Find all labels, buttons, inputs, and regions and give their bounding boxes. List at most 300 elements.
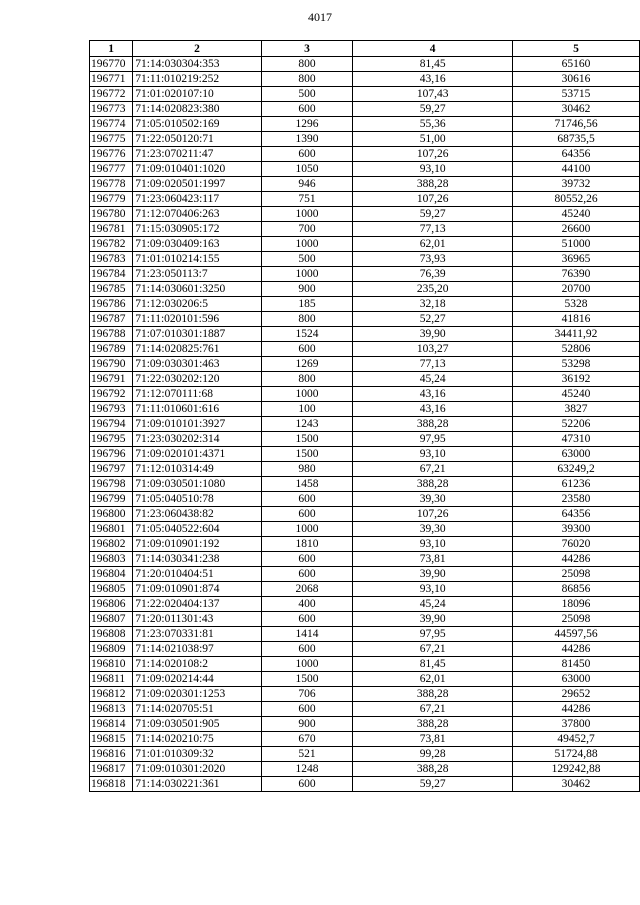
table-cell-col-2: 71:23:060438:82 bbox=[133, 507, 262, 522]
table-cell-col-1: 196788 bbox=[90, 327, 133, 342]
table-cell-col-3: 706 bbox=[261, 687, 353, 702]
table-cell-col-4: 107,43 bbox=[353, 87, 513, 102]
table-body bbox=[90, 57, 640, 792]
data-table bbox=[89, 40, 640, 792]
table-cell-col-1: 196792 bbox=[90, 387, 133, 402]
table-cell-col-4: 73,81 bbox=[353, 732, 513, 747]
table-cell-col-3: 600 bbox=[261, 642, 353, 657]
table-cell-col-1: 196814 bbox=[90, 717, 133, 732]
table-cell-col-5: 25098 bbox=[513, 612, 640, 627]
table-header bbox=[90, 41, 640, 57]
table-cell-col-2: 71:05:040510:78 bbox=[133, 492, 262, 507]
table-cell-col-1: 196810 bbox=[90, 657, 133, 672]
table-cell-col-2: 71:09:020501:1997 bbox=[133, 177, 262, 192]
table-cell-col-2: 71:12:010314:49 bbox=[133, 462, 262, 477]
table-cell-col-4: 62,01 bbox=[353, 672, 513, 687]
table-cell-col-5: 65160 bbox=[513, 57, 640, 72]
table-cell-col-2: 71:09:010901:192 bbox=[133, 537, 262, 552]
table-cell-col-4: 107,26 bbox=[353, 147, 513, 162]
table-cell-col-3: 600 bbox=[261, 777, 353, 792]
column-header-2: 2 bbox=[133, 41, 262, 57]
table-row bbox=[90, 177, 640, 192]
table-cell-col-1: 196781 bbox=[90, 222, 133, 237]
table-cell-col-3: 600 bbox=[261, 507, 353, 522]
column-header-5: 5 bbox=[513, 41, 640, 57]
table-row bbox=[90, 282, 640, 297]
table-cell-col-2: 71:12:030206:5 bbox=[133, 297, 262, 312]
table-cell-col-3: 521 bbox=[261, 747, 353, 762]
table-row bbox=[90, 447, 640, 462]
table-cell-col-1: 196807 bbox=[90, 612, 133, 627]
table-cell-col-2: 71:12:070111:68 bbox=[133, 387, 262, 402]
table-cell-col-3: 500 bbox=[261, 87, 353, 102]
table-row bbox=[90, 342, 640, 357]
table-cell-col-2: 71:09:030301:463 bbox=[133, 357, 262, 372]
table-cell-col-4: 76,39 bbox=[353, 267, 513, 282]
table-cell-col-1: 196812 bbox=[90, 687, 133, 702]
table-cell-col-4: 77,13 bbox=[353, 357, 513, 372]
table-cell-col-1: 196771 bbox=[90, 72, 133, 87]
table-cell-col-2: 71:09:030501:1080 bbox=[133, 477, 262, 492]
table-cell-col-4: 32,18 bbox=[353, 297, 513, 312]
table-cell-col-4: 93,10 bbox=[353, 447, 513, 462]
table-cell-col-3: 600 bbox=[261, 492, 353, 507]
table-cell-col-4: 388,28 bbox=[353, 177, 513, 192]
table-row bbox=[90, 222, 640, 237]
table-cell-col-3: 600 bbox=[261, 147, 353, 162]
table-cell-col-3: 1000 bbox=[261, 207, 353, 222]
table-row bbox=[90, 357, 640, 372]
column-header-3: 3 bbox=[261, 41, 353, 57]
table-cell-col-4: 59,27 bbox=[353, 777, 513, 792]
table-cell-col-1: 196818 bbox=[90, 777, 133, 792]
table-row bbox=[90, 132, 640, 147]
table-cell-col-4: 43,16 bbox=[353, 387, 513, 402]
table-cell-col-5: 39732 bbox=[513, 177, 640, 192]
table-cell-col-4: 103,27 bbox=[353, 342, 513, 357]
table-cell-col-2: 71:14:030341:238 bbox=[133, 552, 262, 567]
table-cell-col-3: 1000 bbox=[261, 387, 353, 402]
table-cell-col-1: 196804 bbox=[90, 567, 133, 582]
table-cell-col-5: 5328 bbox=[513, 297, 640, 312]
table-row bbox=[90, 747, 640, 762]
table-cell-col-5: 63000 bbox=[513, 672, 640, 687]
table-row bbox=[90, 537, 640, 552]
table-row bbox=[90, 327, 640, 342]
table-cell-col-2: 71:23:060423:117 bbox=[133, 192, 262, 207]
table-cell-col-2: 71:23:030202:314 bbox=[133, 432, 262, 447]
table-cell-col-2: 71:01:010214:155 bbox=[133, 252, 262, 267]
table-cell-col-2: 71:22:030202:120 bbox=[133, 372, 262, 387]
table-cell-col-1: 196784 bbox=[90, 267, 133, 282]
table-row bbox=[90, 72, 640, 87]
table-cell-col-2: 71:20:011301:43 bbox=[133, 612, 262, 627]
table-cell-col-4: 43,16 bbox=[353, 402, 513, 417]
table-cell-col-1: 196770 bbox=[90, 57, 133, 72]
table-cell-col-1: 196802 bbox=[90, 537, 133, 552]
table-cell-col-3: 1000 bbox=[261, 237, 353, 252]
table-row bbox=[90, 642, 640, 657]
table-cell-col-1: 196785 bbox=[90, 282, 133, 297]
table-cell-col-5: 44597,56 bbox=[513, 627, 640, 642]
table-cell-col-5: 52206 bbox=[513, 417, 640, 432]
table-cell-col-3: 400 bbox=[261, 597, 353, 612]
table-cell-col-4: 39,90 bbox=[353, 567, 513, 582]
table-cell-col-4: 59,27 bbox=[353, 102, 513, 117]
table-row bbox=[90, 672, 640, 687]
table-cell-col-1: 196811 bbox=[90, 672, 133, 687]
table-row bbox=[90, 207, 640, 222]
table-cell-col-1: 196815 bbox=[90, 732, 133, 747]
table-cell-col-5: 37800 bbox=[513, 717, 640, 732]
table-cell-col-1: 196772 bbox=[90, 87, 133, 102]
table-cell-col-4: 39,30 bbox=[353, 522, 513, 537]
table-cell-col-4: 51,00 bbox=[353, 132, 513, 147]
table-row bbox=[90, 387, 640, 402]
table-cell-col-3: 600 bbox=[261, 702, 353, 717]
table-cell-col-1: 196782 bbox=[90, 237, 133, 252]
table-cell-col-3: 1000 bbox=[261, 267, 353, 282]
table-cell-col-1: 196789 bbox=[90, 342, 133, 357]
table-cell-col-3: 600 bbox=[261, 567, 353, 582]
table-row bbox=[90, 312, 640, 327]
table-cell-col-4: 45,24 bbox=[353, 597, 513, 612]
table-cell-col-1: 196806 bbox=[90, 597, 133, 612]
table-cell-col-4: 388,28 bbox=[353, 417, 513, 432]
table-cell-col-4: 81,45 bbox=[353, 657, 513, 672]
table-cell-col-3: 980 bbox=[261, 462, 353, 477]
table-cell-col-5: 44286 bbox=[513, 552, 640, 567]
table-cell-col-5: 64356 bbox=[513, 507, 640, 522]
table-cell-col-5: 36192 bbox=[513, 372, 640, 387]
table-cell-col-4: 97,95 bbox=[353, 627, 513, 642]
table-row bbox=[90, 612, 640, 627]
table-cell-col-5: 61236 bbox=[513, 477, 640, 492]
table-cell-col-3: 600 bbox=[261, 552, 353, 567]
table-row bbox=[90, 57, 640, 72]
table-cell-col-3: 800 bbox=[261, 312, 353, 327]
table-cell-col-5: 25098 bbox=[513, 567, 640, 582]
table-cell-col-5: 68735,5 bbox=[513, 132, 640, 147]
table-cell-col-3: 800 bbox=[261, 72, 353, 87]
table-cell-col-5: 26600 bbox=[513, 222, 640, 237]
table-cell-col-3: 800 bbox=[261, 372, 353, 387]
table-cell-col-1: 196796 bbox=[90, 447, 133, 462]
table-cell-col-3: 1414 bbox=[261, 627, 353, 642]
table-cell-col-4: 388,28 bbox=[353, 477, 513, 492]
table-cell-col-3: 1050 bbox=[261, 162, 353, 177]
table-row bbox=[90, 717, 640, 732]
table-cell-col-1: 196798 bbox=[90, 477, 133, 492]
table-cell-col-3: 1243 bbox=[261, 417, 353, 432]
table-row bbox=[90, 597, 640, 612]
table-cell-col-1: 196776 bbox=[90, 147, 133, 162]
table-cell-col-5: 20700 bbox=[513, 282, 640, 297]
table-cell-col-3: 900 bbox=[261, 717, 353, 732]
table-cell-col-2: 71:09:020214:44 bbox=[133, 672, 262, 687]
table-cell-col-4: 107,26 bbox=[353, 192, 513, 207]
table-cell-col-1: 196801 bbox=[90, 522, 133, 537]
table-cell-col-4: 77,13 bbox=[353, 222, 513, 237]
table-cell-col-4: 81,45 bbox=[353, 57, 513, 72]
table-row bbox=[90, 372, 640, 387]
header-row bbox=[90, 41, 640, 57]
table-cell-col-4: 55,36 bbox=[353, 117, 513, 132]
table-cell-col-3: 1296 bbox=[261, 117, 353, 132]
table-row bbox=[90, 147, 640, 162]
column-header-1: 1 bbox=[90, 41, 133, 57]
table-cell-col-3: 2068 bbox=[261, 582, 353, 597]
table-cell-col-3: 185 bbox=[261, 297, 353, 312]
table-cell-col-1: 196779 bbox=[90, 192, 133, 207]
table-row bbox=[90, 552, 640, 567]
table-cell-col-5: 30462 bbox=[513, 777, 640, 792]
table-cell-col-2: 71:09:030501:905 bbox=[133, 717, 262, 732]
table-cell-col-5: 80552,26 bbox=[513, 192, 640, 207]
table-cell-col-5: 29652 bbox=[513, 687, 640, 702]
table-cell-col-2: 71:11:010219:252 bbox=[133, 72, 262, 87]
table-cell-col-1: 196775 bbox=[90, 132, 133, 147]
table-cell-col-5: 44286 bbox=[513, 702, 640, 717]
table-cell-col-5: 18096 bbox=[513, 597, 640, 612]
table-row bbox=[90, 252, 640, 267]
table-row bbox=[90, 732, 640, 747]
table-cell-col-1: 196799 bbox=[90, 492, 133, 507]
table-cell-col-1: 196816 bbox=[90, 747, 133, 762]
table-cell-col-5: 63000 bbox=[513, 447, 640, 462]
table-cell-col-5: 129242,88 bbox=[513, 762, 640, 777]
table-cell-col-1: 196777 bbox=[90, 162, 133, 177]
table-cell-col-3: 500 bbox=[261, 252, 353, 267]
table-cell-col-5: 52806 bbox=[513, 342, 640, 357]
column-header-4: 4 bbox=[353, 41, 513, 57]
table-cell-col-4: 43,16 bbox=[353, 72, 513, 87]
table-cell-col-5: 76390 bbox=[513, 267, 640, 282]
table-cell-col-3: 1500 bbox=[261, 432, 353, 447]
table-row bbox=[90, 432, 640, 447]
table-cell-col-5: 51000 bbox=[513, 237, 640, 252]
table-row bbox=[90, 237, 640, 252]
table-cell-col-5: 30616 bbox=[513, 72, 640, 87]
table-cell-col-4: 67,21 bbox=[353, 642, 513, 657]
table-row bbox=[90, 402, 640, 417]
table-row bbox=[90, 657, 640, 672]
table-cell-col-2: 71:14:021038:97 bbox=[133, 642, 262, 657]
table-cell-col-1: 196809 bbox=[90, 642, 133, 657]
table-cell-col-2: 71:14:020705:51 bbox=[133, 702, 262, 717]
table-cell-col-5: 23580 bbox=[513, 492, 640, 507]
table-cell-col-1: 196793 bbox=[90, 402, 133, 417]
table-cell-col-2: 71:23:050113:7 bbox=[133, 267, 262, 282]
table-row bbox=[90, 522, 640, 537]
table-cell-col-5: 76020 bbox=[513, 537, 640, 552]
table-cell-col-5: 44286 bbox=[513, 642, 640, 657]
table-cell-col-3: 1524 bbox=[261, 327, 353, 342]
table-cell-col-1: 196800 bbox=[90, 507, 133, 522]
table-cell-col-1: 196780 bbox=[90, 207, 133, 222]
table-cell-col-3: 946 bbox=[261, 177, 353, 192]
table-cell-col-4: 73,81 bbox=[353, 552, 513, 567]
table-cell-col-2: 71:07:010301:1887 bbox=[133, 327, 262, 342]
table-cell-col-3: 1500 bbox=[261, 447, 353, 462]
table-cell-col-5: 36965 bbox=[513, 252, 640, 267]
table-cell-col-3: 900 bbox=[261, 282, 353, 297]
table-cell-col-1: 196791 bbox=[90, 372, 133, 387]
table-cell-col-3: 600 bbox=[261, 342, 353, 357]
table-cell-col-2: 71:12:070406:263 bbox=[133, 207, 262, 222]
table-cell-col-4: 59,27 bbox=[353, 207, 513, 222]
table-cell-col-1: 196774 bbox=[90, 117, 133, 132]
table-row bbox=[90, 297, 640, 312]
table-cell-col-2: 71:14:030601:3250 bbox=[133, 282, 262, 297]
table-cell-col-4: 388,28 bbox=[353, 762, 513, 777]
table-row bbox=[90, 492, 640, 507]
table-cell-col-1: 196805 bbox=[90, 582, 133, 597]
table-cell-col-1: 196790 bbox=[90, 357, 133, 372]
table-cell-col-2: 71:14:020108:2 bbox=[133, 657, 262, 672]
table-cell-col-1: 196797 bbox=[90, 462, 133, 477]
table-row bbox=[90, 777, 640, 792]
table-cell-col-5: 53715 bbox=[513, 87, 640, 102]
table-row bbox=[90, 117, 640, 132]
table-cell-col-3: 100 bbox=[261, 402, 353, 417]
table-cell-col-4: 93,10 bbox=[353, 537, 513, 552]
table-cell-col-3: 1000 bbox=[261, 522, 353, 537]
table-row bbox=[90, 507, 640, 522]
table-cell-col-4: 235,20 bbox=[353, 282, 513, 297]
table-row bbox=[90, 417, 640, 432]
table-cell-col-4: 52,27 bbox=[353, 312, 513, 327]
table-cell-col-3: 800 bbox=[261, 57, 353, 72]
table-cell-col-1: 196773 bbox=[90, 102, 133, 117]
table-row bbox=[90, 702, 640, 717]
table-cell-col-3: 1500 bbox=[261, 672, 353, 687]
table-cell-col-3: 1390 bbox=[261, 132, 353, 147]
table-row bbox=[90, 87, 640, 102]
table-cell-col-2: 71:09:030409:163 bbox=[133, 237, 262, 252]
table-cell-col-4: 93,10 bbox=[353, 582, 513, 597]
table-cell-col-2: 71:09:010401:1020 bbox=[133, 162, 262, 177]
table-row bbox=[90, 687, 640, 702]
table-cell-col-3: 1458 bbox=[261, 477, 353, 492]
table-row bbox=[90, 567, 640, 582]
table-row bbox=[90, 267, 640, 282]
table-cell-col-1: 196808 bbox=[90, 627, 133, 642]
table-cell-col-1: 196794 bbox=[90, 417, 133, 432]
table-cell-col-5: 86856 bbox=[513, 582, 640, 597]
table-cell-col-5: 81450 bbox=[513, 657, 640, 672]
table-cell-col-1: 196783 bbox=[90, 252, 133, 267]
table-cell-col-3: 600 bbox=[261, 102, 353, 117]
table-cell-col-3: 600 bbox=[261, 612, 353, 627]
table-cell-col-5: 39300 bbox=[513, 522, 640, 537]
table-cell-col-2: 71:09:010101:3927 bbox=[133, 417, 262, 432]
table-cell-col-5: 53298 bbox=[513, 357, 640, 372]
table-cell-col-5: 51724,88 bbox=[513, 747, 640, 762]
table-cell-col-1: 196803 bbox=[90, 552, 133, 567]
table-cell-col-5: 63249,2 bbox=[513, 462, 640, 477]
table-cell-col-5: 30462 bbox=[513, 102, 640, 117]
table-cell-col-4: 99,28 bbox=[353, 747, 513, 762]
table-cell-col-2: 71:23:070331:81 bbox=[133, 627, 262, 642]
table-cell-col-2: 71:14:020210:75 bbox=[133, 732, 262, 747]
table-cell-col-5: 34411,92 bbox=[513, 327, 640, 342]
table-cell-col-4: 93,10 bbox=[353, 162, 513, 177]
table-cell-col-2: 71:05:010502:169 bbox=[133, 117, 262, 132]
table-cell-col-4: 39,90 bbox=[353, 612, 513, 627]
table-cell-col-3: 1269 bbox=[261, 357, 353, 372]
table-cell-col-5: 49452,7 bbox=[513, 732, 640, 747]
table-cell-col-3: 1810 bbox=[261, 537, 353, 552]
table-cell-col-2: 71:09:020101:4371 bbox=[133, 447, 262, 462]
table-cell-col-2: 71:22:050120:71 bbox=[133, 132, 262, 147]
table-cell-col-1: 196795 bbox=[90, 432, 133, 447]
table-row bbox=[90, 762, 640, 777]
table-cell-col-5: 3827 bbox=[513, 402, 640, 417]
table-row bbox=[90, 462, 640, 477]
table-cell-col-4: 45,24 bbox=[353, 372, 513, 387]
table-cell-col-2: 71:15:030905:172 bbox=[133, 222, 262, 237]
table-cell-col-3: 700 bbox=[261, 222, 353, 237]
table-cell-col-2: 71:23:070211:47 bbox=[133, 147, 262, 162]
table-cell-col-3: 1000 bbox=[261, 657, 353, 672]
table-cell-col-2: 71:14:030304:353 bbox=[133, 57, 262, 72]
table-cell-col-2: 71:09:010301:2020 bbox=[133, 762, 262, 777]
table-cell-col-4: 388,28 bbox=[353, 717, 513, 732]
table-cell-col-2: 71:09:010901:874 bbox=[133, 582, 262, 597]
table-cell-col-1: 196817 bbox=[90, 762, 133, 777]
table-cell-col-2: 71:14:020825:761 bbox=[133, 342, 262, 357]
table-cell-col-2: 71:01:010309:32 bbox=[133, 747, 262, 762]
table-cell-col-1: 196813 bbox=[90, 702, 133, 717]
table-row bbox=[90, 582, 640, 597]
table-cell-col-5: 41816 bbox=[513, 312, 640, 327]
table-cell-col-2: 71:14:020823:380 bbox=[133, 102, 262, 117]
table-cell-col-2: 71:22:020404:137 bbox=[133, 597, 262, 612]
table-cell-col-1: 196786 bbox=[90, 297, 133, 312]
table-cell-col-4: 388,28 bbox=[353, 687, 513, 702]
table-row bbox=[90, 477, 640, 492]
table-row bbox=[90, 627, 640, 642]
table-cell-col-3: 670 bbox=[261, 732, 353, 747]
table-cell-col-4: 67,21 bbox=[353, 462, 513, 477]
table-row bbox=[90, 162, 640, 177]
table-cell-col-4: 107,26 bbox=[353, 507, 513, 522]
table-cell-col-4: 39,90 bbox=[353, 327, 513, 342]
page-number: 4017 bbox=[308, 10, 332, 24]
table-cell-col-1: 196787 bbox=[90, 312, 133, 327]
table-row bbox=[90, 192, 640, 207]
table-cell-col-2: 71:11:020101:596 bbox=[133, 312, 262, 327]
table-cell-col-5: 64356 bbox=[513, 147, 640, 162]
table-cell-col-2: 71:05:040522:604 bbox=[133, 522, 262, 537]
table-cell-col-5: 45240 bbox=[513, 207, 640, 222]
table-cell-col-4: 97,95 bbox=[353, 432, 513, 447]
table-cell-col-5: 71746,56 bbox=[513, 117, 640, 132]
table-row bbox=[90, 102, 640, 117]
table-cell-col-4: 39,30 bbox=[353, 492, 513, 507]
table-cell-col-4: 73,93 bbox=[353, 252, 513, 267]
table-cell-col-2: 71:14:030221:361 bbox=[133, 777, 262, 792]
table-cell-col-2: 71:11:010601:616 bbox=[133, 402, 262, 417]
table-cell-col-2: 71:01:020107:10 bbox=[133, 87, 262, 102]
table-cell-col-3: 1248 bbox=[261, 762, 353, 777]
table-cell-col-5: 45240 bbox=[513, 387, 640, 402]
table-cell-col-3: 751 bbox=[261, 192, 353, 207]
table-cell-col-2: 71:09:020301:1253 bbox=[133, 687, 262, 702]
table-cell-col-4: 67,21 bbox=[353, 702, 513, 717]
table-cell-col-4: 62,01 bbox=[353, 237, 513, 252]
